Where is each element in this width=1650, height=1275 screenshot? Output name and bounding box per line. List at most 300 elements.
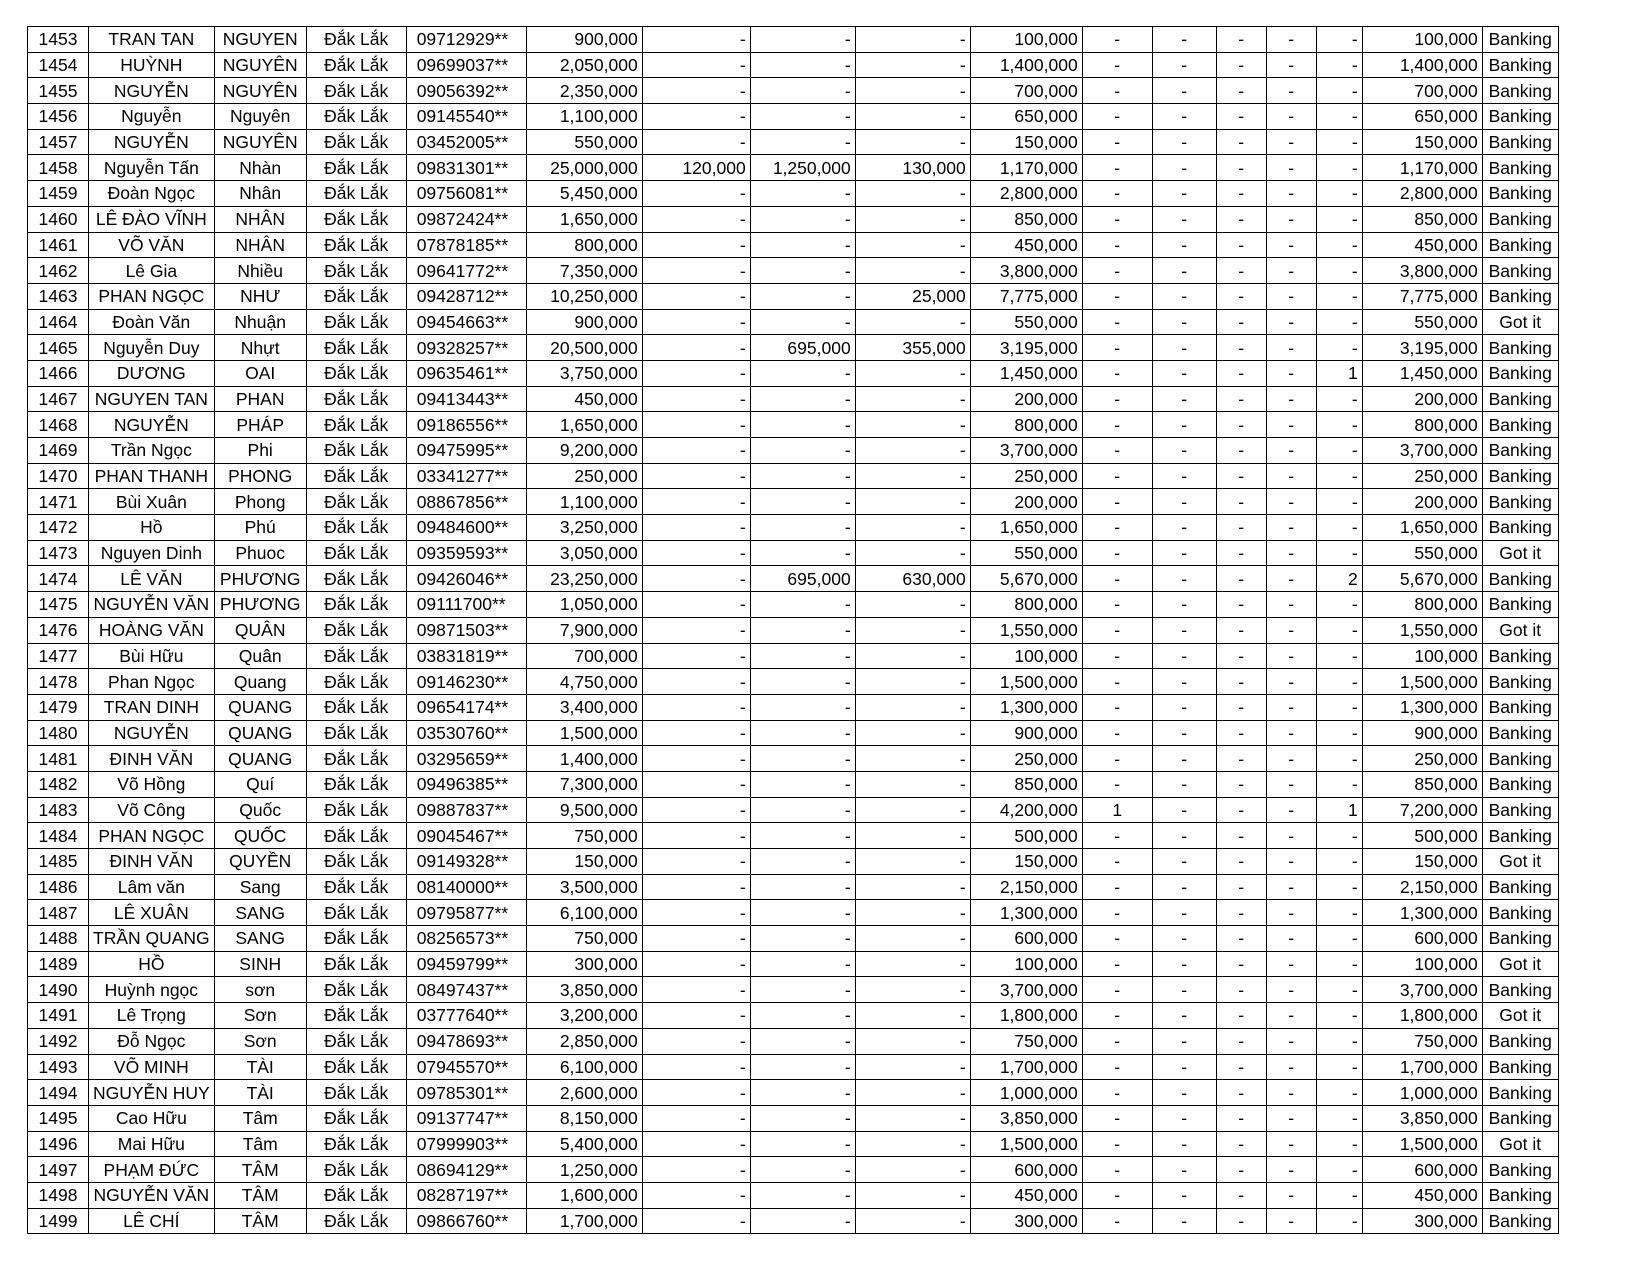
cell-col-14: - [1266,720,1316,746]
table-row [28,104,1559,130]
cell-phone: 07878185** [406,232,526,258]
cell-amount-paid: 1,700,000 [970,1054,1082,1080]
cell-col-7: - [642,977,750,1003]
cell-phone: 09111700** [406,592,526,618]
table-row [28,232,1559,258]
cell-family-name: Sơn [214,1003,306,1029]
table-row [28,489,1559,515]
cell-given-name: VÕ VĂN [89,232,215,258]
cell-col-15: - [1316,951,1362,977]
cell-amount: 1,700,000 [526,1208,642,1234]
cell-row-number: 1498 [28,1182,89,1208]
cell-col-13: - [1216,592,1266,618]
cell-col-14: - [1266,566,1316,592]
cell-col-15: - [1316,258,1362,284]
cell-total: 800,000 [1362,412,1482,438]
cell-col-11: - [1082,206,1152,232]
cell-col-13: - [1216,643,1266,669]
cell-amount: 7,900,000 [526,617,642,643]
cell-amount-paid: 200,000 [970,489,1082,515]
cell-phone: 09328257** [406,335,526,361]
cell-col-11: - [1082,592,1152,618]
cell-col-12: - [1152,181,1216,207]
cell-phone: 09045467** [406,823,526,849]
cell-col-7: - [642,643,750,669]
cell-row-number: 1455 [28,78,89,104]
cell-total: 700,000 [1362,78,1482,104]
cell-phone: 03295659** [406,746,526,772]
cell-col-9: - [855,1157,970,1183]
cell-col-7: - [642,1208,750,1234]
cell-province: Đắk Lắk [306,360,406,386]
cell-province: Đắk Lắk [306,1105,406,1131]
cell-col-11: - [1082,515,1152,541]
cell-col-14: - [1266,438,1316,464]
cell-payment-method: Banking [1482,129,1558,155]
cell-total: 550,000 [1362,309,1482,335]
table-row [28,1208,1559,1234]
cell-province: Đắk Lắk [306,27,406,53]
cell-row-number: 1468 [28,412,89,438]
cell-col-12: - [1152,1003,1216,1029]
cell-total: 1,300,000 [1362,900,1482,926]
cell-province: Đắk Lắk [306,1054,406,1080]
cell-family-name: NHÂN [214,206,306,232]
cell-family-name: Nhuận [214,309,306,335]
cell-given-name: HUỲNH [89,52,215,78]
cell-total: 1,300,000 [1362,694,1482,720]
cell-amount: 1,400,000 [526,746,642,772]
cell-col-12: - [1152,771,1216,797]
cell-col-15: - [1316,335,1362,361]
cell-family-name: QUANG [214,694,306,720]
cell-phone: 09496385** [406,771,526,797]
table-row [28,206,1559,232]
cell-payment-method: Banking [1482,386,1558,412]
cell-col-15: - [1316,1028,1362,1054]
cell-amount: 10,250,000 [526,283,642,309]
table-row [28,181,1559,207]
cell-row-number: 1497 [28,1157,89,1183]
cell-amount: 900,000 [526,309,642,335]
cell-col-12: - [1152,360,1216,386]
cell-col-15: - [1316,438,1362,464]
cell-family-name: Nhân [214,181,306,207]
cell-col-7: - [642,849,750,875]
cell-col-7: - [642,206,750,232]
table-row [28,720,1559,746]
cell-col-12: - [1152,643,1216,669]
cell-province: Đắk Lắk [306,669,406,695]
cell-amount-paid: 900,000 [970,720,1082,746]
cell-total: 250,000 [1362,746,1482,772]
cell-col-12: - [1152,926,1216,952]
cell-amount: 2,050,000 [526,52,642,78]
cell-total: 1,000,000 [1362,1080,1482,1106]
cell-col-9: - [855,412,970,438]
cell-col-12: - [1152,977,1216,1003]
cell-phone: 09484600** [406,515,526,541]
cell-col-7: - [642,592,750,618]
cell-col-8: - [750,1208,855,1234]
cell-amount-paid: 450,000 [970,232,1082,258]
cell-amount-paid: 1,300,000 [970,900,1082,926]
cell-row-number: 1481 [28,746,89,772]
cell-row-number: 1467 [28,386,89,412]
cell-given-name: Bùi Xuân [89,489,215,515]
cell-row-number: 1492 [28,1028,89,1054]
cell-col-13: - [1216,1028,1266,1054]
cell-payment-method: Banking [1482,1157,1558,1183]
cell-family-name: QUỐC [214,823,306,849]
cell-col-9: - [855,694,970,720]
cell-col-8: - [750,1157,855,1183]
cell-phone: 09887837** [406,797,526,823]
cell-col-8: - [750,181,855,207]
cell-col-13: - [1216,1003,1266,1029]
cell-col-14: - [1266,463,1316,489]
cell-family-name: NGUYÊN [214,52,306,78]
table-row [28,1131,1559,1157]
cell-row-number: 1479 [28,694,89,720]
cell-col-8: - [750,258,855,284]
cell-payment-method: Banking [1482,1028,1558,1054]
cell-amount: 1,100,000 [526,104,642,130]
cell-col-7: - [642,386,750,412]
cell-col-13: - [1216,1054,1266,1080]
cell-family-name: Nhàn [214,155,306,181]
cell-col-15: 2 [1316,566,1362,592]
cell-phone: 09641772** [406,258,526,284]
cell-amount-paid: 3,195,000 [970,335,1082,361]
cell-family-name: QUÂN [214,617,306,643]
cell-col-9: - [855,181,970,207]
cell-phone: 08497437** [406,977,526,1003]
table-row [28,283,1559,309]
cell-amount-paid: 1,800,000 [970,1003,1082,1029]
cell-payment-method: Got it [1482,1003,1558,1029]
cell-col-8: - [750,386,855,412]
cell-amount: 2,850,000 [526,1028,642,1054]
cell-phone: 09795877** [406,900,526,926]
cell-row-number: 1471 [28,489,89,515]
cell-col-14: - [1266,1157,1316,1183]
cell-total: 1,650,000 [1362,515,1482,541]
cell-col-14: - [1266,412,1316,438]
cell-given-name: Huỳnh ngọc [89,977,215,1003]
cell-col-14: - [1266,206,1316,232]
cell-col-11: - [1082,1054,1152,1080]
cell-province: Đắk Lắk [306,720,406,746]
cell-amount-paid: 800,000 [970,412,1082,438]
cell-row-number: 1494 [28,1080,89,1106]
cell-col-15: - [1316,643,1362,669]
cell-total: 550,000 [1362,540,1482,566]
cell-amount-paid: 100,000 [970,27,1082,53]
cell-col-13: - [1216,1105,1266,1131]
cell-col-11: - [1082,1157,1152,1183]
cell-family-name: TÂM [214,1157,306,1183]
cell-payment-method: Banking [1482,1080,1558,1106]
cell-col-14: - [1266,643,1316,669]
cell-col-15: - [1316,309,1362,335]
cell-family-name: Tâm [214,1105,306,1131]
cell-col-14: - [1266,515,1316,541]
cell-family-name: TÀI [214,1080,306,1106]
cell-given-name: NGUYỄN HUY [89,1080,215,1106]
cell-given-name: NGUYỄN [89,129,215,155]
cell-col-9: - [855,1028,970,1054]
cell-province: Đắk Lắk [306,438,406,464]
cell-phone: 09428712** [406,283,526,309]
cell-total: 900,000 [1362,720,1482,746]
cell-col-12: - [1152,129,1216,155]
cell-payment-method: Banking [1482,515,1558,541]
cell-col-8: - [750,823,855,849]
cell-amount: 3,850,000 [526,977,642,1003]
cell-row-number: 1472 [28,515,89,541]
cell-total: 200,000 [1362,386,1482,412]
cell-col-9: 355,000 [855,335,970,361]
cell-col-8: - [750,438,855,464]
cell-given-name: TRAN TAN [89,27,215,53]
cell-col-15: - [1316,283,1362,309]
cell-family-name: Phi [214,438,306,464]
cell-col-14: - [1266,1208,1316,1234]
cell-col-8: - [750,592,855,618]
cell-col-8: - [750,849,855,875]
cell-total: 850,000 [1362,771,1482,797]
cell-total: 1,800,000 [1362,1003,1482,1029]
cell-family-name: NHƯ [214,283,306,309]
cell-family-name: TÀI [214,1054,306,1080]
cell-col-12: - [1152,232,1216,258]
cell-payment-method: Banking [1482,181,1558,207]
cell-row-number: 1462 [28,258,89,284]
table-row [28,951,1559,977]
cell-payment-method: Banking [1482,283,1558,309]
cell-payment-method: Banking [1482,438,1558,464]
cell-total: 1,500,000 [1362,1131,1482,1157]
cell-col-8: - [750,643,855,669]
cell-col-12: - [1152,1105,1216,1131]
cell-col-13: - [1216,926,1266,952]
cell-col-8: - [750,1054,855,1080]
cell-col-14: - [1266,52,1316,78]
cell-col-13: - [1216,360,1266,386]
table-row [28,515,1559,541]
cell-row-number: 1488 [28,926,89,952]
cell-family-name: PHƯƠNG [214,566,306,592]
cell-amount: 750,000 [526,926,642,952]
cell-col-8: - [750,27,855,53]
table-row [28,592,1559,618]
cell-row-number: 1458 [28,155,89,181]
cell-col-14: - [1266,104,1316,130]
cell-col-8: - [750,360,855,386]
cell-phone: 09359593** [406,540,526,566]
cell-phone: 03341277** [406,463,526,489]
cell-total: 250,000 [1362,463,1482,489]
cell-amount-paid: 850,000 [970,771,1082,797]
cell-col-7: - [642,309,750,335]
cell-col-7: - [642,694,750,720]
cell-col-8: - [750,104,855,130]
cell-col-15: - [1316,129,1362,155]
table-row [28,1080,1559,1106]
cell-total: 100,000 [1362,27,1482,53]
cell-col-11: 1 [1082,797,1152,823]
cell-amount-paid: 3,850,000 [970,1105,1082,1131]
cell-col-12: - [1152,746,1216,772]
cell-amount-paid: 3,700,000 [970,438,1082,464]
cell-col-13: - [1216,1080,1266,1106]
table-row [28,463,1559,489]
cell-col-14: - [1266,797,1316,823]
cell-given-name: Đoàn Ngọc [89,181,215,207]
cell-province: Đắk Lắk [306,849,406,875]
cell-given-name: PHAN THANH [89,463,215,489]
cell-col-13: - [1216,412,1266,438]
cell-col-9: - [855,720,970,746]
cell-amount: 6,100,000 [526,900,642,926]
cell-row-number: 1470 [28,463,89,489]
cell-col-8: - [750,720,855,746]
cell-total: 150,000 [1362,129,1482,155]
cell-col-14: - [1266,129,1316,155]
cell-total: 1,700,000 [1362,1054,1482,1080]
cell-amount: 25,000,000 [526,155,642,181]
cell-col-14: - [1266,669,1316,695]
cell-province: Đắk Lắk [306,592,406,618]
cell-payment-method: Banking [1482,874,1558,900]
cell-amount-paid: 7,775,000 [970,283,1082,309]
cell-amount-paid: 4,200,000 [970,797,1082,823]
cell-given-name: Nguyen Dinh [89,540,215,566]
cell-col-11: - [1082,386,1152,412]
cell-col-8: - [750,206,855,232]
cell-row-number: 1457 [28,129,89,155]
cell-col-7: - [642,797,750,823]
cell-payment-method: Banking [1482,463,1558,489]
table-row [28,771,1559,797]
cell-family-name: PHÁP [214,412,306,438]
cell-col-13: - [1216,463,1266,489]
cell-col-15: - [1316,926,1362,952]
cell-family-name: Sơn [214,1028,306,1054]
cell-col-9: - [855,643,970,669]
cell-payment-method: Banking [1482,900,1558,926]
cell-col-14: - [1266,155,1316,181]
cell-col-12: - [1152,412,1216,438]
cell-amount: 23,250,000 [526,566,642,592]
cell-phone: 08287197** [406,1182,526,1208]
cell-col-15: - [1316,823,1362,849]
cell-col-8: - [750,900,855,926]
cell-col-11: - [1082,977,1152,1003]
cell-col-14: - [1266,1182,1316,1208]
cell-col-13: - [1216,540,1266,566]
cell-amount: 7,300,000 [526,771,642,797]
cell-col-9: - [855,1182,970,1208]
cell-col-7: - [642,78,750,104]
cell-col-12: - [1152,27,1216,53]
cell-col-9: - [855,1208,970,1234]
cell-given-name: PHẠM ĐỨC [89,1157,215,1183]
cell-given-name: Đỗ Ngọc [89,1028,215,1054]
cell-col-13: - [1216,335,1266,361]
table-row [28,1182,1559,1208]
cell-col-8: - [750,463,855,489]
cell-row-number: 1491 [28,1003,89,1029]
cell-family-name: Nguyên [214,104,306,130]
cell-col-15: - [1316,1182,1362,1208]
cell-family-name: SANG [214,900,306,926]
cell-payment-method: Banking [1482,926,1558,952]
cell-col-14: - [1266,849,1316,875]
cell-amount: 150,000 [526,849,642,875]
cell-col-13: - [1216,849,1266,875]
cell-total: 150,000 [1362,849,1482,875]
cell-family-name: Sang [214,874,306,900]
cell-province: Đắk Lắk [306,155,406,181]
cell-col-7: - [642,926,750,952]
cell-phone: 09146230** [406,669,526,695]
cell-col-7: - [642,27,750,53]
cell-row-number: 1466 [28,360,89,386]
cell-col-8: - [750,489,855,515]
cell-col-12: - [1152,540,1216,566]
cell-phone: 09478693** [406,1028,526,1054]
cell-col-9: - [855,1054,970,1080]
cell-col-12: - [1152,309,1216,335]
cell-amount: 1,650,000 [526,412,642,438]
cell-row-number: 1469 [28,438,89,464]
cell-col-11: - [1082,412,1152,438]
cell-col-15: - [1316,1054,1362,1080]
cell-province: Đắk Lắk [306,489,406,515]
cell-family-name: Quốc [214,797,306,823]
cell-province: Đắk Lắk [306,874,406,900]
table-row [28,412,1559,438]
cell-col-13: - [1216,797,1266,823]
cell-amount-paid: 3,700,000 [970,977,1082,1003]
cell-row-number: 1454 [28,52,89,78]
cell-total: 1,500,000 [1362,669,1482,695]
cell-col-12: - [1152,283,1216,309]
cell-phone: 09413443** [406,386,526,412]
cell-col-8: - [750,515,855,541]
cell-col-11: - [1082,566,1152,592]
cell-col-13: - [1216,386,1266,412]
cell-family-name: Quí [214,771,306,797]
cell-total: 7,200,000 [1362,797,1482,823]
cell-amount: 3,400,000 [526,694,642,720]
cell-amount: 5,400,000 [526,1131,642,1157]
cell-col-7: - [642,104,750,130]
cell-phone: 08867856** [406,489,526,515]
cell-total: 3,850,000 [1362,1105,1482,1131]
table-row [28,849,1559,875]
table-row [28,540,1559,566]
cell-row-number: 1476 [28,617,89,643]
cell-col-9: - [855,592,970,618]
cell-col-8: - [750,1028,855,1054]
cell-family-name: PHONG [214,463,306,489]
cell-col-9: - [855,438,970,464]
cell-amount-paid: 1,300,000 [970,694,1082,720]
cell-payment-method: Got it [1482,951,1558,977]
